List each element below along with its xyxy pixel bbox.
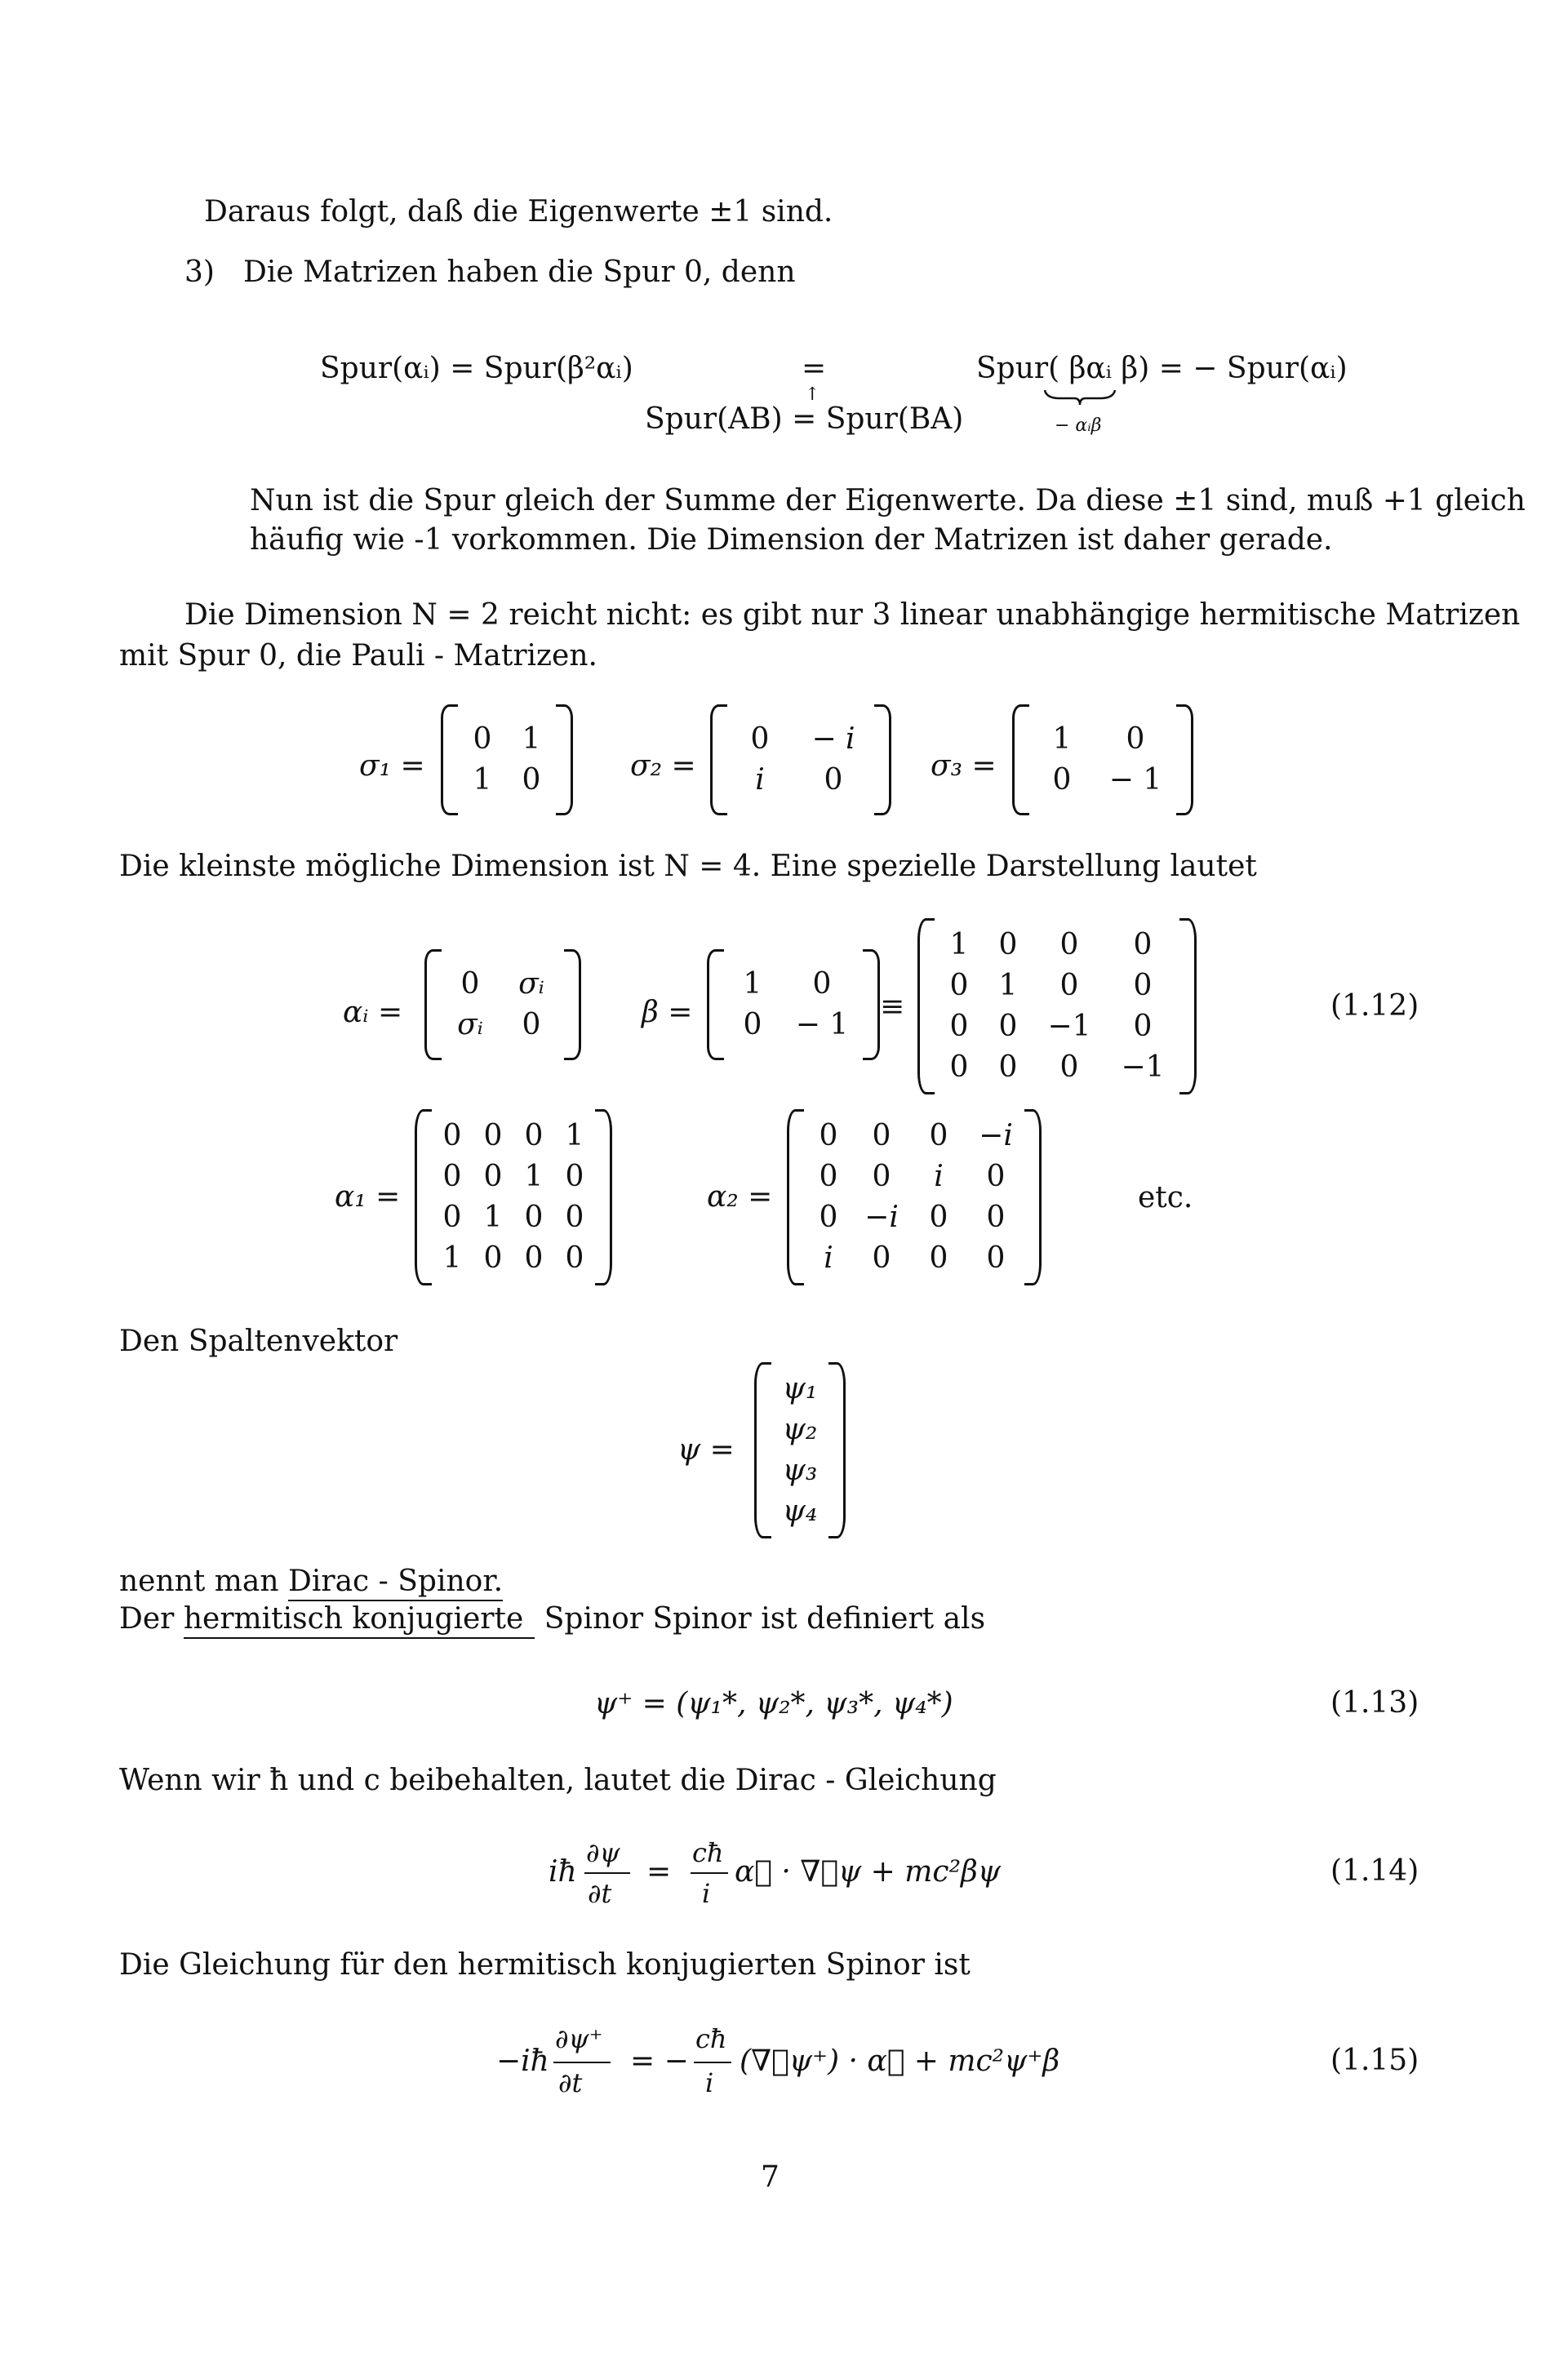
para-dim-line-1: Die Dimension N = 2 reicht nicht: es gibt nur 3 linear unabhängige hermitische Matrizen bbox=[184, 598, 1521, 632]
equation-number-1-13: (1.13) bbox=[1330, 1686, 1419, 1720]
alpha2-cell: 0 bbox=[986, 1201, 1006, 1234]
beta-4x4-cell: 0 bbox=[1133, 969, 1153, 1002]
sigma3-label: σ₃ = bbox=[931, 749, 997, 783]
page-number: 7 bbox=[761, 2160, 780, 2194]
sigma2-cell: − i bbox=[811, 722, 855, 756]
alpha-i-cell: σᵢ bbox=[457, 1008, 483, 1041]
eq114-rhs-fracbar bbox=[691, 1872, 728, 1874]
alpha1-cell: 1 bbox=[442, 1241, 462, 1275]
equation-1-13: ψ⁺ = (ψ₁*, ψ₂*, ψ₃*, ψ₄*) bbox=[594, 1687, 953, 1720]
alpha1-cell: 0 bbox=[524, 1201, 544, 1234]
eq115-lhs-num: ∂ψ⁺ bbox=[555, 2023, 603, 2054]
sigma2-cell: 0 bbox=[750, 722, 770, 756]
beta-2x2-cell: 0 bbox=[743, 1008, 762, 1041]
beta-4x4-cell: 1 bbox=[998, 969, 1018, 1002]
trace-brace-label: − αᵢβ bbox=[1055, 415, 1102, 436]
eq115-rhs-den: i bbox=[705, 2067, 714, 2098]
para-smallest-dim: Die kleinste mögliche Dimension ist N = 4. Eine spezielle Darstellung lautet bbox=[119, 850, 1257, 883]
alpha-i-cell: 0 bbox=[460, 967, 480, 1001]
eq115-lhs-pre: −iħ bbox=[496, 2044, 549, 2078]
nennt-prefix: nennt man bbox=[119, 1565, 288, 1598]
dirac-spinor-line bbox=[119, 1564, 503, 1600]
beta-4x4-cell: 0 bbox=[1059, 928, 1079, 961]
alpha-i-matrix bbox=[424, 952, 581, 1058]
alpha-i-cell: 0 bbox=[522, 1008, 541, 1041]
eq114-lhs-pre: iħ bbox=[549, 1855, 577, 1889]
eq114-rhs-den: i bbox=[702, 1878, 711, 1909]
sigma2-label: σ₂ = bbox=[630, 749, 696, 783]
alpha2-cell: 0 bbox=[929, 1201, 948, 1234]
alpha1-cell: 0 bbox=[524, 1241, 544, 1275]
alpha2-cell: i bbox=[934, 1160, 944, 1193]
trace-eq-arrow: ↑ bbox=[805, 384, 820, 405]
sigma1-label: σ₁ = bbox=[359, 749, 425, 783]
underbrace bbox=[1043, 388, 1117, 406]
beta-2x2-matrix bbox=[707, 952, 880, 1058]
beta-label: β = bbox=[642, 996, 693, 1029]
sigma3-cell: 0 bbox=[1052, 763, 1072, 797]
list-number-3: 3) bbox=[184, 255, 215, 289]
para-dim-line-2: mit Spur 0, die Pauli - Matrizen. bbox=[119, 639, 597, 673]
wenn-text: Wenn wir ħ und c beibehalten, lautet die Dirac - Gleichung bbox=[119, 1764, 997, 1797]
beta-4x4-cell: 0 bbox=[949, 1050, 969, 1084]
eq114-lhs-num: ∂ψ bbox=[586, 1837, 620, 1868]
equation-number-1-14: (1.14) bbox=[1330, 1854, 1419, 1888]
alpha1-matrix bbox=[415, 1112, 612, 1283]
list-text-3: Die Matrizen haben die Spur 0, denn bbox=[243, 255, 796, 289]
sigma3-cell: − 1 bbox=[1108, 763, 1162, 797]
equiv-symbol: ≡ bbox=[880, 990, 905, 1023]
dirac-spinor-term: Dirac - Spinor. bbox=[288, 1565, 503, 1601]
eq115-rhs-num: cħ bbox=[695, 2023, 727, 2054]
alpha2-cell: 0 bbox=[872, 1119, 891, 1152]
eq115-lhs-den: ∂t bbox=[558, 2067, 583, 2098]
alpha2-cell: 0 bbox=[819, 1119, 838, 1152]
para-trace-line-1: Nun ist die Spur gleich der Summe der Eigenwerte. Da diese ±1 sind, muß +1 gleich bbox=[250, 484, 1526, 517]
alpha1-label: α₁ = bbox=[335, 1180, 401, 1214]
eq114-equals: = bbox=[646, 1855, 672, 1889]
alpha2-cell: 0 bbox=[872, 1241, 891, 1275]
alpha2-cell: 0 bbox=[819, 1201, 838, 1234]
alpha2-cell: −i bbox=[864, 1201, 899, 1234]
alpha1-cell: 1 bbox=[483, 1201, 503, 1234]
sigma3-cell: 0 bbox=[1126, 722, 1145, 756]
alpha-i-label: αᵢ = bbox=[343, 996, 403, 1029]
alpha2-cell: 0 bbox=[929, 1119, 948, 1152]
beta-4x4-cell: −1 bbox=[1121, 1050, 1165, 1084]
trace-rule: Spur(AB) = Spur(BA) bbox=[645, 402, 964, 436]
eq115-lhs-fracbar bbox=[553, 2062, 611, 2063]
beta-4x4-matrix bbox=[917, 921, 1197, 1092]
beta-4x4-cell: 0 bbox=[1133, 1010, 1153, 1043]
sigma2-cell: i bbox=[755, 763, 765, 797]
sigma1-cell: 1 bbox=[522, 722, 541, 756]
beta-2x2-cell: − 1 bbox=[795, 1008, 849, 1041]
alpha1-cell: 0 bbox=[442, 1160, 462, 1193]
beta-4x4-cell: 0 bbox=[1059, 1050, 1079, 1084]
beta-4x4-cell: 0 bbox=[998, 1010, 1018, 1043]
alpha1-cell: 0 bbox=[524, 1119, 544, 1152]
trace-eq-mid-eq: = bbox=[802, 352, 827, 385]
beta-4x4-cell: 0 bbox=[949, 1010, 969, 1043]
spaltenvektor-text: Den Spaltenvektor bbox=[119, 1325, 398, 1358]
eq115-rhs: (∇⃗ψ⁺) · α⃗ + mc²ψ⁺β bbox=[740, 2044, 1060, 2078]
alpha1-cell: 0 bbox=[565, 1201, 584, 1234]
alpha-i-cell: σᵢ bbox=[518, 967, 544, 1001]
eq114-rhs: α⃗ · ∇⃗ψ + mc²βψ bbox=[735, 1855, 1002, 1889]
alpha1-cell: 0 bbox=[442, 1119, 462, 1152]
alpha1-cell: 0 bbox=[565, 1241, 584, 1275]
gleichung-herm-text: Die Gleichung für den hermitisch konjugierten Spinor ist bbox=[119, 1948, 971, 1982]
beta-2x2-cell: 0 bbox=[812, 967, 832, 1001]
sigma2-cell: 0 bbox=[824, 763, 843, 797]
eq114-lhs-den: ∂t bbox=[588, 1878, 612, 1909]
der-prefix: Der bbox=[119, 1602, 184, 1636]
alpha1-cell: 1 bbox=[565, 1119, 584, 1152]
alpha1-cell: 0 bbox=[483, 1119, 503, 1152]
psi-vec-cell: ψ₄ bbox=[782, 1494, 818, 1528]
alpha2-cell: i bbox=[824, 1241, 833, 1275]
psi-vector bbox=[754, 1365, 846, 1536]
alpha1-cell: 0 bbox=[565, 1160, 584, 1193]
sigma3-cell: 1 bbox=[1052, 722, 1072, 756]
sigma1-cell: 0 bbox=[473, 722, 492, 756]
alpha1-cell: 0 bbox=[483, 1241, 503, 1275]
beta-4x4-cell: 0 bbox=[1133, 928, 1153, 961]
herm-konj-term: hermitisch konjugierte bbox=[184, 1602, 535, 1639]
equation-number-1-12: (1.12) bbox=[1330, 989, 1419, 1023]
beta-2x2-cell: 1 bbox=[743, 967, 762, 1001]
herm-konj-line bbox=[119, 1601, 985, 1637]
der-suffix: Spinor Spinor ist definiert als bbox=[535, 1602, 986, 1636]
sigma1-cell: 0 bbox=[522, 763, 541, 797]
beta-4x4-cell: 0 bbox=[998, 928, 1018, 961]
alpha2-cell: 0 bbox=[929, 1241, 948, 1275]
psi-label: ψ = bbox=[677, 1433, 735, 1467]
text-line-eigenvalues: Daraus folgt, daß die Eigenwerte ±1 sind. bbox=[204, 195, 833, 229]
alpha1-cell: 0 bbox=[483, 1160, 503, 1193]
alpha1-cell: 0 bbox=[442, 1201, 462, 1234]
alpha1-cell: 1 bbox=[524, 1160, 544, 1193]
alpha2-cell: 0 bbox=[986, 1160, 1006, 1193]
eq114-rhs-num: cħ bbox=[692, 1837, 724, 1868]
alpha2-cell: 0 bbox=[872, 1160, 891, 1193]
beta-4x4-cell: 0 bbox=[998, 1050, 1018, 1084]
trace-eq-right: Spur( βαᵢ β) = − Spur(αᵢ) bbox=[976, 352, 1348, 385]
eq115-equals: = − bbox=[630, 2044, 689, 2078]
sigma2-matrix bbox=[710, 707, 891, 813]
psi-vec-cell: ψ₂ bbox=[782, 1413, 818, 1446]
beta-4x4-cell: 0 bbox=[1059, 969, 1079, 1002]
beta-4x4-cell: 1 bbox=[949, 928, 969, 961]
alpha2-matrix bbox=[787, 1112, 1042, 1283]
sigma1-cell: 1 bbox=[473, 763, 492, 797]
alpha2-cell: −i bbox=[979, 1119, 1013, 1152]
psi-vec-cell: ψ₁ bbox=[782, 1372, 818, 1405]
sigma3-matrix bbox=[1012, 707, 1193, 813]
equation-number-1-15: (1.15) bbox=[1330, 2044, 1419, 2077]
alpha2-cell: 0 bbox=[819, 1160, 838, 1193]
alpha2-cell: 0 bbox=[986, 1241, 1006, 1275]
etc-text: etc. bbox=[1138, 1181, 1193, 1214]
psi-vec-cell: ψ₃ bbox=[782, 1454, 818, 1487]
trace-eq-left: Spur(αᵢ) = Spur(β²αᵢ) bbox=[320, 352, 633, 385]
eq114-lhs-fracbar bbox=[584, 1872, 630, 1874]
beta-4x4-cell: 0 bbox=[949, 969, 969, 1002]
alpha2-label: α₂ = bbox=[707, 1180, 773, 1214]
beta-4x4-cell: −1 bbox=[1047, 1010, 1091, 1043]
para-trace-line-2: häufig wie -1 vorkommen. Die Dimension der Matrizen ist daher gerade. bbox=[250, 523, 1333, 557]
sigma1-matrix bbox=[441, 707, 573, 813]
eq115-rhs-fracbar bbox=[694, 2062, 731, 2063]
